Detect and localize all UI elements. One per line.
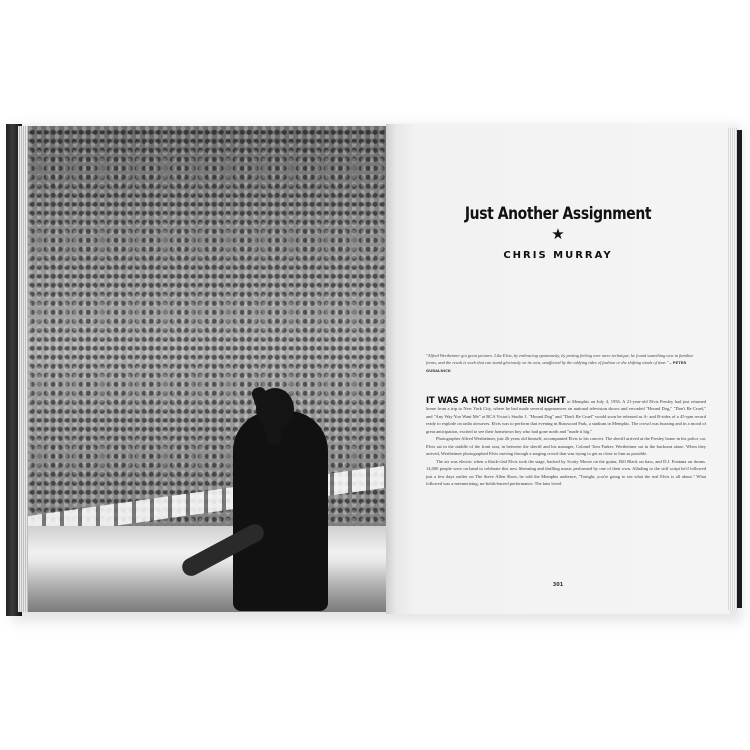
paragraph-1 bbox=[426, 398, 706, 435]
epigraph-text: "Alfred Wertheimer got great pictures. Like Elvis, by embracing spontaneity, by prizing feeling over mere technique, he found something new in familiar forms, and the result is work that can stand gloriously on its own, unaffected by the eddying tides of fashion or the shifting winds of time." bbox=[426, 353, 694, 366]
left-page bbox=[28, 126, 386, 612]
lead-in: IT WAS A HOT SUMMER NIGHT bbox=[426, 396, 566, 406]
page-number: 301 bbox=[552, 582, 564, 588]
paragraph-2: Photographer Alfred Wertheimer, just 26 years old himself, accompanied Elvis to his concert. The sheriff arrived at the Presley home in his police car. Elvis sat in the middle of the front seat, in between the sheriff and his manager, Colonel Tom Parker. Wertheimer sat in the backseat alone. When they arrived, Wertheimer photographed Elvis moving through a surging crowd that was trying to get as close to him as possible. bbox=[426, 436, 707, 457]
author-name: CHRIS MURRAY bbox=[503, 250, 613, 261]
paragraph-3: The air was electric when a black-clad Elvis took the stage, backed by Scotty Moore on the guitar, Bill Black on bass, and D.J. Fontana on drums. 14,000 people were on hand to celebrate this new liberating and thrilling music performed by one of their own. Alluding to the stiff script he'd followed just a few days earlier on The Steve Allen Show, he told the Memphis audience, "Tonight, you're going to see what the real Elvis is all about." What followed was a mesmerizing, no-holds-barred performance. The fans loved bbox=[426, 458, 706, 486]
chapter-title: Just Another Assignment bbox=[464, 204, 652, 224]
back-cover-edge bbox=[737, 130, 742, 608]
body-text bbox=[426, 398, 706, 487]
paragraph-1-text: in Memphis on July 4, 1956. A 21-year-old Elvis Presley had just returned home from a trip to New York City, where he had made several appearances on national television shows and recorded "Hound Dog," "Don't Be Cruel," and "Any Way You Want Me" at RCA Victor's Studio 1. "Hound Dog" and "Don't Be Cruel" would soon be released as A- and B-sides of a 45-rpm record ready to explode on radio airwaves. Elvis was to perform that evening in Russwood Park, a stadium in Memphis. The crowd was buzzing and in a mood of great anticipation, excited to see their hometown boy who had gone north and "made it big." bbox=[426, 399, 706, 434]
epigraph-attribution: – PETER GURALNICK bbox=[426, 360, 687, 373]
star-ornament: ★ bbox=[551, 227, 565, 243]
concert-photo bbox=[28, 126, 386, 612]
epigraph bbox=[426, 352, 702, 374]
